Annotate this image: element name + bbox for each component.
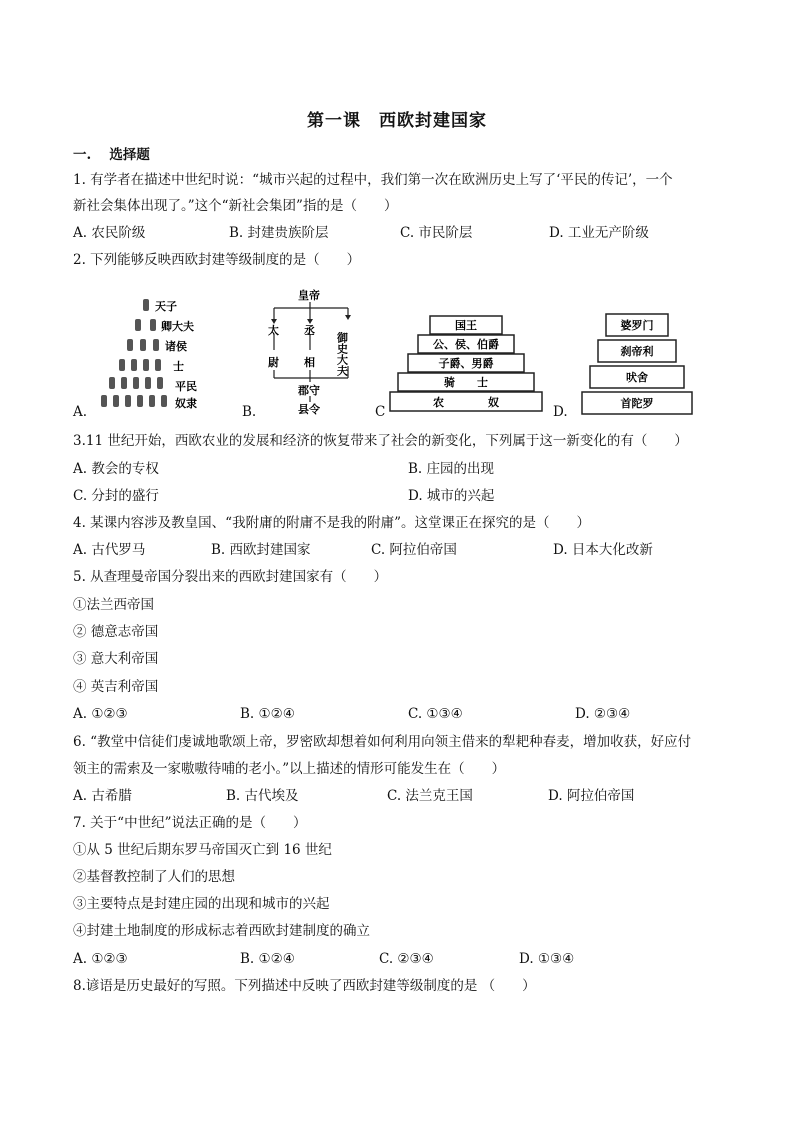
figure-d-tier-1: 婆罗门 (620, 319, 654, 332)
figure-c-tier-2: 公、侯、伯爵 (433, 338, 499, 351)
figure-a-label-3: 诸侯 (165, 340, 187, 353)
q3-option-c[interactable]: C. 分封的盛行 (73, 488, 159, 504)
q7-option-a[interactable]: A. ①②③ (73, 951, 128, 967)
q1-option-b[interactable]: B. 封建贵族阶层 (229, 225, 329, 241)
figure-b-label-left-top: 太 (268, 324, 279, 337)
q2-option-a[interactable]: A. (73, 404, 88, 420)
q4-text-line1: 4. 某课内容涉及教皇国、“我附庸的附庸不是我的附庸”。这堂课正在探究的是（ ） (73, 515, 590, 531)
figure-c-tier-5: 农 奴 (433, 396, 499, 409)
figure-d-tier-2: 刹帝利 (620, 345, 654, 358)
figure-b-label-right: 御史大夫 (335, 332, 349, 376)
figure-a-label-5: 平民 (175, 380, 197, 393)
q2-option-b[interactable]: B. (242, 404, 257, 420)
q6-option-b[interactable]: B. 古代埃及 (226, 788, 299, 804)
q1-option-d[interactable]: D. 工业无产阶级 (549, 225, 649, 241)
section-heading: 一. 选择题 (73, 147, 150, 163)
page-title: 第一课 西欧封建国家 (307, 111, 487, 131)
q4-option-c[interactable]: C. 阿拉伯帝国 (371, 542, 457, 558)
q5-item-3: ③ 意大利帝国 (73, 651, 159, 667)
q7-item-2: ②基督教控制了人们的思想 (73, 869, 235, 885)
q4-option-d[interactable]: D. 日本大化改新 (553, 542, 653, 558)
q4-option-b[interactable]: B. 西欧封建国家 (211, 542, 311, 558)
q2-option-c[interactable]: C (375, 404, 386, 420)
q7-option-d[interactable]: D. ①③④ (519, 951, 575, 967)
q5-option-c[interactable]: C. ①③④ (408, 706, 463, 722)
figure-b-bureaucracy-chart (260, 286, 360, 416)
q7-text-line1: 7. 关于“中世纪”说法正确的是（ ） (73, 815, 307, 831)
figure-c-tier-1: 国王 (455, 319, 477, 332)
q8-text-line1: 8.谚语是历史最好的写照。下列描述中反映了西欧封建等级制度的是 （ ） (73, 978, 536, 994)
q3-option-b[interactable]: B. 庄园的出现 (408, 461, 495, 477)
q6-option-d[interactable]: D. 阿拉伯帝国 (548, 788, 635, 804)
q7-item-4: ④封建土地制度的形成标志着西欧封建制度的确立 (73, 923, 370, 939)
figure-b-emperor: 皇帝 (298, 289, 320, 302)
q5-option-b[interactable]: B. ①②④ (240, 706, 295, 722)
q7-option-c[interactable]: C. ②③④ (379, 951, 434, 967)
q4-option-a[interactable]: A. 古代罗马 (73, 542, 146, 558)
figure-b-label-mid-bottom: 相 (304, 356, 315, 369)
q2-option-d[interactable]: D. (553, 404, 568, 420)
figure-b-label-bottom-1: 郡守 (298, 384, 320, 397)
figure-a-label-1: 天子 (155, 300, 177, 313)
q1-option-a[interactable]: A. 农民阶级 (73, 225, 146, 241)
figure-b-label-mid-top: 丞 (304, 324, 315, 337)
figure-c-tier-3: 子爵、男爵 (438, 357, 494, 370)
figure-c-tier-4: 骑 士 (444, 376, 488, 389)
q3-text-line1: 3.11 世纪开始，西欧农业的发展和经济的恢复带来了社会的新变化，下列属于这一新变化的有（ ） (73, 433, 688, 449)
q6-option-a[interactable]: A. 古希腊 (73, 788, 132, 804)
figure-a-pyramid (95, 293, 225, 415)
figure-d-caste-pyramid (580, 312, 694, 416)
figure-d-tier-3: 吠舍 (626, 371, 648, 384)
q5-item-2: ② 德意志帝国 (73, 624, 159, 640)
q2-text-line1: 2. 下列能够反映西欧封建等级制度的是（ ） (73, 252, 361, 268)
q3-option-d[interactable]: D. 城市的兴起 (408, 488, 495, 504)
figure-a-label-2: 卿大夫 (161, 320, 194, 333)
q5-option-a[interactable]: A. ①②③ (73, 706, 128, 722)
figure-c-feudal-pyramid (388, 314, 544, 414)
q1-text-line2: 新社会集体出现了。”这个“新社会集团”指的是（ ） (73, 198, 398, 214)
q1-option-c[interactable]: C. 市民阶层 (400, 225, 473, 241)
figure-d-tier-4: 首陀罗 (620, 397, 654, 410)
q3-option-a[interactable]: A. 教会的专权 (73, 461, 159, 477)
q7-option-b[interactable]: B. ①②④ (240, 951, 295, 967)
q1-text-line1: 1. 有学者在描述中世纪时说：“城市兴起的过程中，我们第一次在欧洲历史上写了‘平民的传记’，一个 (73, 172, 673, 188)
figure-a-label-4: 士 (173, 360, 184, 373)
q5-item-4: ④ 英吉利帝国 (73, 679, 159, 695)
q7-item-1: ①从 5 世纪后期东罗马帝国灭亡到 16 世纪 (73, 842, 332, 858)
q6-option-c[interactable]: C. 法兰克王国 (387, 788, 473, 804)
q5-option-d[interactable]: D. ②③④ (575, 706, 631, 722)
figure-a-label-6: 奴隶 (175, 397, 197, 410)
q6-text-line1: 6. “教堂中信徒们虔诚地歌颂上帝，罗密欧却想着如何利用向领主借来的犁耙种春麦，增加收获，好应付 (73, 734, 692, 750)
q5-item-1: ①法兰西帝国 (73, 597, 154, 613)
q5-text-line1: 5. 从查理曼帝国分裂出来的西欧封建国家有（ ） (73, 569, 388, 585)
figure-b-label-left-bottom: 尉 (268, 356, 279, 369)
q6-text-line2: 领主的需索及一家嗷嗷待哺的老小。”以上描述的情形可能发生在（ ） (73, 761, 506, 777)
figure-b-label-bottom-2: 县令 (298, 403, 320, 416)
q7-item-3: ③主要特点是封建庄园的出现和城市的兴起 (73, 896, 330, 912)
